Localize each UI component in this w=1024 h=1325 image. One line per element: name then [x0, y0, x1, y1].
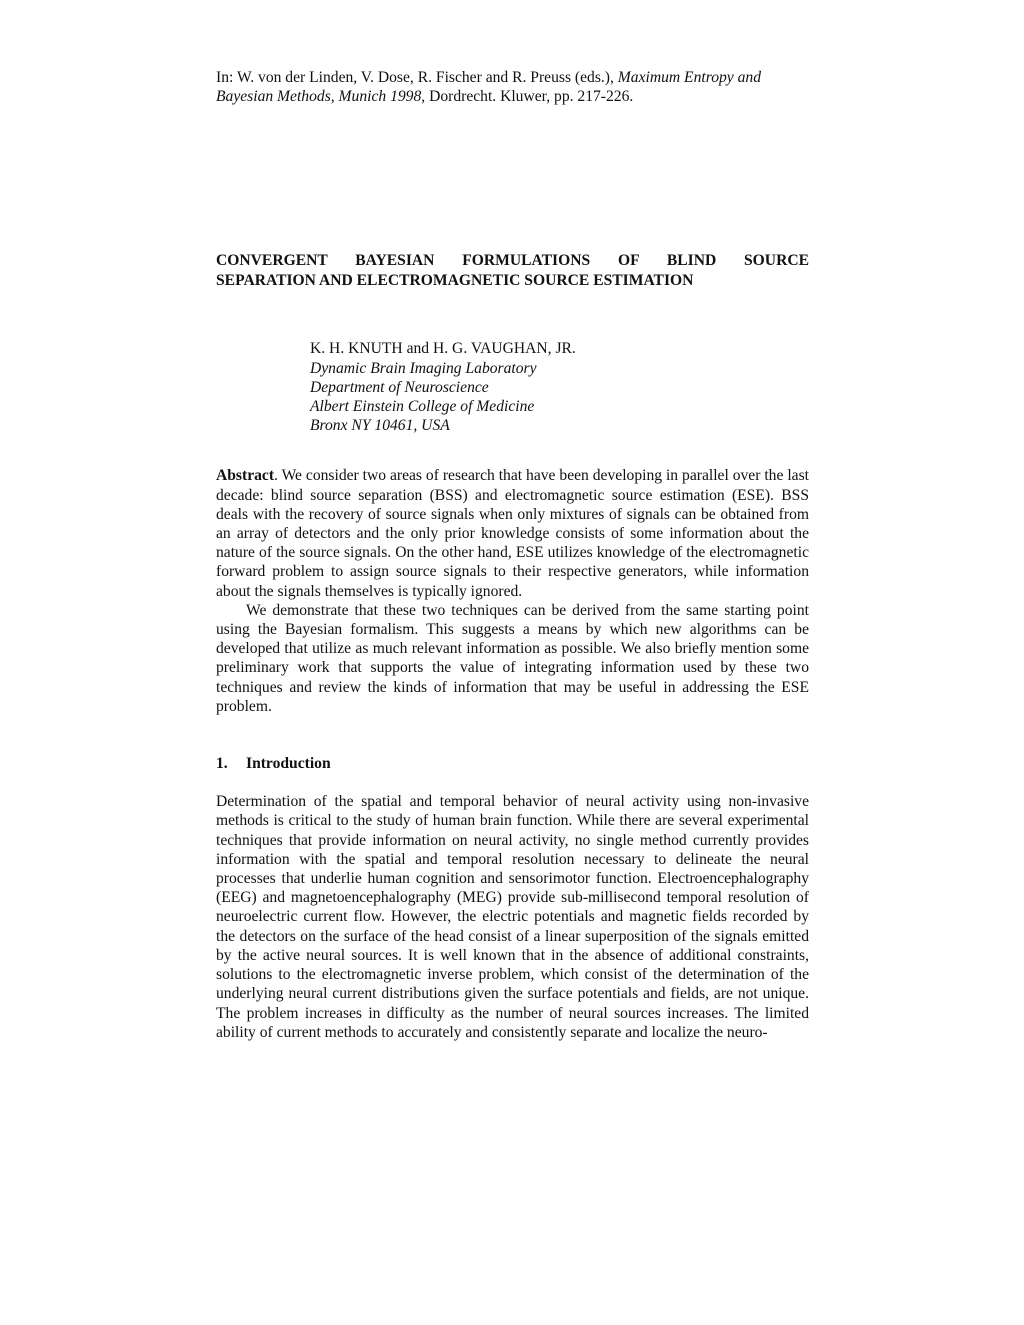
- abstract-paragraph-1: [216, 466, 809, 600]
- introduction-body: [216, 792, 809, 1042]
- affiliation-lab: Dynamic Brain Imaging Laboratory: [310, 359, 537, 377]
- section-heading-introduction: [216, 754, 809, 773]
- section-number: 1.: [216, 755, 228, 773]
- author-names: K. H. KNUTH and H. G. VAUGHAN, JR.: [310, 340, 576, 358]
- abstract-label: Abstract: [216, 467, 275, 485]
- citation-prefix: In: W. von der Linden, V. Dose, R. Fischer and R. Preuss (eds.),: [216, 69, 618, 86]
- affiliation-college: Albert Einstein College of Medicine: [310, 398, 535, 416]
- introduction-paragraph: Determination of the spatial and temporal behavior of neural activity using non-invasive methods is critical to the study of human brain function. While there are several experimental techniques that provide information on neural activity, no single method currently provides information with the spatial and temporal resolution necessary to delineate the neural processes that underlie human cognition and sensorimotor function. Electroencephalography (EEG) and magnetoencephalography (MEG) provide sub-millisecond temporal resolution of neuroelectric current flow. However, the electric potentials and magnetic fields recorded by the detectors on the surface of the head consist of a linear superposition of the signals emitted by the active neural sources. It is well known that in the absence of additional constraints, solutions to the electromagnetic inverse problem, which consist of the determination of the underlying neural current distributions given the surface potentials and fields, are not unique. The problem increases in difficulty as the number of neural sources increases. The limited ability of current methods to accurately and consistently separate and localize the neuro-: [216, 793, 809, 1041]
- section-title: Introduction: [246, 755, 331, 773]
- author-block: [310, 339, 809, 435]
- affiliation-department: Department of Neuroscience: [310, 378, 489, 396]
- paper-page: [216, 68, 809, 1042]
- paper-title-line-1: CONVERGENT BAYESIAN FORMULATIONS OF BLIND SOURCE: [216, 252, 809, 270]
- paper-title: [216, 251, 809, 290]
- paper-title-line-2: SEPARATION AND ELECTROMAGNETIC SOURCE ESTIMATION: [216, 271, 694, 289]
- affiliation-address: Bronx NY 10461, USA: [310, 417, 450, 435]
- abstract: [216, 466, 809, 716]
- citation-suffix: , Dordrecht. Kluwer, pp. 217-226.: [421, 88, 634, 106]
- citation-book-title-2: Bayesian Methods, Munich 1998: [216, 88, 422, 106]
- citation-book-title-1: Maximum Entropy and: [617, 69, 762, 86]
- citation-header: [216, 68, 809, 106]
- abstract-paragraph-2: We demonstrate that these two techniques can be derived from the same starting point using the Bayesian formalism. This suggests a means by which new algorithms can be developed that utilize as much relevant information as possible. We also briefly mention some preliminary work that supports the value of integrating information used by these two techniques and review the kinds of information that may be useful in addressing the ESE problem.: [216, 601, 809, 715]
- abstract-text-1: . We consider two areas of research that have been developing in parallel over the last decade: blind source separation (BSS) and electromagnetic source estimation (ESE). BSS deals with the recovery of source signals when only mixtures of signals can be obtained from an array of detectors and the only prior knowledge consists of some information about the nature of the source signals. On the other hand, ESE utilizes knowledge of the electromagnetic forward problem to assign source signals to their respective generators, while information about the signals themselves is typically ignored.: [216, 467, 809, 600]
